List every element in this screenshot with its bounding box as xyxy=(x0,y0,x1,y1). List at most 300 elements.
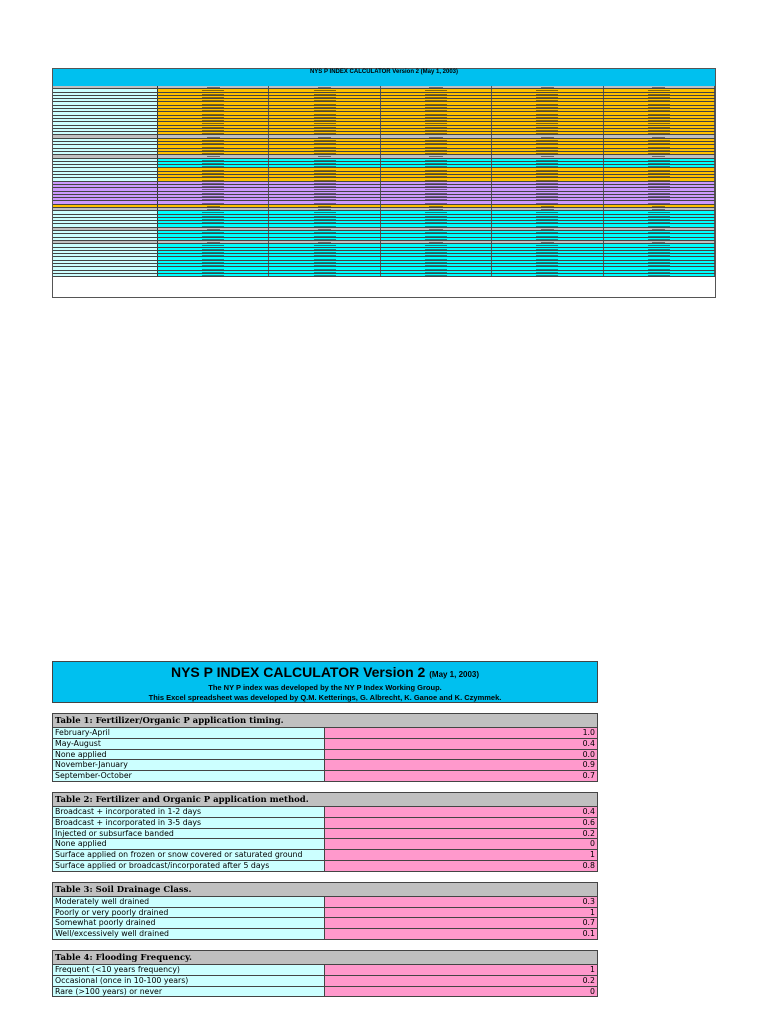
table-row xyxy=(53,728,597,739)
thumbnail-cell xyxy=(269,112,380,114)
thumbnail-cell xyxy=(269,182,380,184)
thumbnail-row-label xyxy=(53,152,158,154)
thumbnail-cell xyxy=(381,102,492,104)
row-label-cell[interactable]: Injected or subsurface banded xyxy=(53,829,325,839)
thumbnail-cell xyxy=(269,99,380,101)
thumbnail-cell xyxy=(269,139,380,141)
thumbnail-cell xyxy=(492,267,603,269)
thumbnail-cell xyxy=(492,218,603,220)
thumbnail-cell xyxy=(604,198,715,200)
thumbnail-cell xyxy=(492,182,603,184)
row-label-cell[interactable]: September-October xyxy=(53,771,325,781)
thumbnail-cell xyxy=(604,122,715,124)
thumbnail-cell xyxy=(381,264,492,266)
thumbnail-cell xyxy=(158,228,269,230)
thumbnail-row-label xyxy=(53,234,158,236)
thumbnail-cell xyxy=(381,132,492,134)
thumbnail-cell xyxy=(158,106,269,108)
thumbnail-cell xyxy=(604,264,715,266)
thumbnail-cell xyxy=(158,185,269,187)
row-value-cell[interactable]: 0.4 xyxy=(325,739,597,749)
thumbnail-cell xyxy=(381,241,492,243)
thumbnail-cell xyxy=(604,254,715,256)
thumbnail-cell xyxy=(381,201,492,203)
thumbnail-row-label xyxy=(53,218,158,220)
thumbnail-cell xyxy=(381,221,492,223)
thumbnail-cell xyxy=(269,159,380,161)
table-row xyxy=(53,839,597,850)
thumbnail-row-label xyxy=(53,271,158,273)
row-label-cell[interactable]: Frequent (<10 years frequency) xyxy=(53,965,325,975)
table-row xyxy=(53,771,597,782)
thumbnail-cell xyxy=(269,142,380,144)
thumbnail-cell xyxy=(269,149,380,151)
thumbnail-cell xyxy=(604,96,715,98)
thumbnail-row xyxy=(53,274,715,277)
thumbnail-row-label xyxy=(53,192,158,194)
thumbnail-cell xyxy=(604,132,715,134)
thumbnail-cell xyxy=(269,126,380,128)
thumbnail-cell xyxy=(492,168,603,170)
thumbnail-cell xyxy=(604,116,715,118)
thumbnail-cell xyxy=(381,96,492,98)
thumbnail-cell xyxy=(492,96,603,98)
row-value-cell[interactable]: 0.8 xyxy=(325,861,597,871)
calculator-header xyxy=(52,661,598,703)
thumbnail-cell xyxy=(158,234,269,236)
thumbnail-row-label xyxy=(53,175,158,177)
row-value-cell[interactable]: 0.1 xyxy=(325,929,597,939)
thumbnail-cell xyxy=(158,129,269,131)
thumbnail-cell xyxy=(158,244,269,246)
table-row xyxy=(53,987,597,998)
row-value-cell[interactable]: 0.4 xyxy=(325,807,597,817)
spreadsheet-page xyxy=(52,661,598,997)
row-label-cell[interactable]: Surface applied on frozen or snow covered or saturated ground xyxy=(53,850,325,860)
thumbnail-cell xyxy=(381,122,492,124)
table-spacer xyxy=(52,703,598,713)
row-value-cell[interactable]: 1 xyxy=(325,908,597,918)
thumbnail-cell xyxy=(492,93,603,95)
thumbnail-row-label xyxy=(53,106,158,108)
thumbnail-row-label xyxy=(53,112,158,114)
thumbnail-cell xyxy=(158,135,269,137)
row-value-cell[interactable]: 0 xyxy=(325,839,597,849)
thumbnail-cell xyxy=(604,201,715,203)
thumbnail-cell xyxy=(381,135,492,137)
thumbnail-cell xyxy=(492,122,603,124)
thumbnail-cell xyxy=(381,271,492,273)
table-row xyxy=(53,929,597,940)
thumbnail-rows xyxy=(53,86,715,277)
thumbnail-cell xyxy=(492,145,603,147)
thumbnail-cell xyxy=(269,135,380,137)
table-title: Table 4: Flooding Frequency. xyxy=(53,950,597,965)
thumbnail-cell xyxy=(158,231,269,233)
thumbnail-cell xyxy=(269,172,380,174)
row-label-cell[interactable]: Occasional (once in 10-100 years) xyxy=(53,976,325,986)
thumbnail-cell xyxy=(492,195,603,197)
thumbnail-cell xyxy=(604,244,715,246)
row-label-cell[interactable]: Well/excessively well drained xyxy=(53,929,325,939)
thumbnail-cell xyxy=(381,257,492,259)
thumbnail-cell xyxy=(492,152,603,154)
thumbnail-cell xyxy=(269,162,380,164)
row-value-cell[interactable]: 0.9 xyxy=(325,760,597,770)
thumbnail-row-label xyxy=(53,264,158,266)
lookup-table xyxy=(52,713,598,782)
row-value-cell[interactable]: 1 xyxy=(325,850,597,860)
thumbnail-cell xyxy=(492,142,603,144)
thumbnail-cell xyxy=(381,109,492,111)
thumbnail-cell xyxy=(269,102,380,104)
thumbnail-row-label xyxy=(53,178,158,180)
thumbnail-cell xyxy=(158,182,269,184)
thumbnail-row-label xyxy=(53,149,158,151)
thumbnail-cell xyxy=(604,155,715,157)
thumbnail-cell xyxy=(492,112,603,114)
thumbnail-cell xyxy=(492,205,603,207)
thumbnail-cell xyxy=(381,198,492,200)
thumbnail-cell xyxy=(158,159,269,161)
row-label-cell[interactable]: Poorly or very poorly drained xyxy=(53,908,325,918)
thumbnail-cell xyxy=(492,86,603,88)
thumbnail-row-label xyxy=(53,261,158,263)
table-spacer xyxy=(52,872,598,882)
table-title: Table 3: Soil Drainage Class. xyxy=(53,882,597,897)
thumbnail-cell xyxy=(604,248,715,250)
thumbnail-row-label xyxy=(53,244,158,246)
thumbnail-row-label xyxy=(53,198,158,200)
thumbnail-cell xyxy=(604,109,715,111)
thumbnail-cell xyxy=(158,175,269,177)
thumbnail-row-label xyxy=(53,93,158,95)
thumbnail-cell xyxy=(158,116,269,118)
thumbnail-cell xyxy=(492,172,603,174)
row-label-cell[interactable]: None applied xyxy=(53,750,325,760)
thumbnail-cell xyxy=(604,215,715,217)
thumbnail-cell xyxy=(492,192,603,194)
thumbnail-cell xyxy=(492,244,603,246)
thumbnail-cell xyxy=(381,165,492,167)
thumbnail-cell xyxy=(604,241,715,243)
thumbnail-cell xyxy=(158,109,269,111)
row-value-cell[interactable]: 0.3 xyxy=(325,897,597,907)
row-label-cell[interactable]: Somewhat poorly drained xyxy=(53,918,325,928)
thumbnail-cell xyxy=(604,172,715,174)
thumbnail-cell xyxy=(381,244,492,246)
thumbnail-cell xyxy=(604,178,715,180)
thumbnail-cell xyxy=(604,188,715,190)
row-value-cell[interactable]: 0.7 xyxy=(325,918,597,928)
thumbnail-cell xyxy=(604,224,715,226)
thumbnail-cell xyxy=(269,132,380,134)
thumbnail-cell xyxy=(158,188,269,190)
thumbnail-cell xyxy=(381,159,492,161)
thumbnail-row-label xyxy=(53,221,158,223)
thumbnail-cell xyxy=(492,155,603,157)
thumbnail-cell xyxy=(381,89,492,91)
row-value-cell[interactable]: 0.2 xyxy=(325,829,597,839)
thumbnail-row-label xyxy=(53,238,158,240)
thumbnail-cell xyxy=(158,126,269,128)
thumbnail-cell xyxy=(158,142,269,144)
thumbnail-cell xyxy=(381,182,492,184)
row-value-cell[interactable]: 0 xyxy=(325,987,597,997)
thumbnail-cell xyxy=(492,248,603,250)
thumbnail-cell xyxy=(269,248,380,250)
thumbnail-cell xyxy=(492,102,603,104)
thumbnail-cell xyxy=(381,205,492,207)
thumbnail-row-label xyxy=(53,241,158,243)
thumbnail-cell xyxy=(158,254,269,256)
table-row xyxy=(53,918,597,929)
lookup-table xyxy=(52,882,598,940)
thumbnail-cell xyxy=(381,86,492,88)
thumbnail-cell xyxy=(158,238,269,240)
thumbnail-cell xyxy=(158,248,269,250)
thumbnail-cell xyxy=(269,228,380,230)
thumbnail-cell xyxy=(381,274,492,276)
thumbnail-cell xyxy=(381,112,492,114)
row-label-cell[interactable]: February-April xyxy=(53,728,325,738)
thumbnail-cell xyxy=(381,172,492,174)
thumbnail-cell xyxy=(381,106,492,108)
thumbnail-cell xyxy=(604,162,715,164)
row-value-cell[interactable]: 1 xyxy=(325,965,597,975)
thumbnail-cell xyxy=(492,89,603,91)
thumbnail-title-bar xyxy=(53,69,715,86)
thumbnail-cell xyxy=(604,106,715,108)
thumbnail-cell xyxy=(492,99,603,101)
row-label-cell[interactable]: None applied xyxy=(53,839,325,849)
thumbnail-cell xyxy=(269,168,380,170)
thumbnail-cell xyxy=(604,168,715,170)
thumbnail-cell xyxy=(381,99,492,101)
thumbnail-cell xyxy=(492,185,603,187)
thumbnail-row-label xyxy=(53,201,158,203)
thumbnail-cell xyxy=(269,234,380,236)
thumbnail-row-label xyxy=(53,224,158,226)
thumbnail-cell xyxy=(269,238,380,240)
thumbnail-cell xyxy=(158,264,269,266)
thumbnail-cell xyxy=(158,172,269,174)
table-row xyxy=(53,850,597,861)
thumbnail-cell xyxy=(381,145,492,147)
thumbnail-cell xyxy=(492,241,603,243)
thumbnail-row-label xyxy=(53,215,158,217)
thumbnail-cell xyxy=(492,274,603,276)
thumbnail-cell xyxy=(158,261,269,263)
thumbnail-cell xyxy=(269,185,380,187)
thumbnail-row-label xyxy=(53,208,158,210)
thumbnail-cell xyxy=(269,218,380,220)
thumbnail-cell xyxy=(492,188,603,190)
thumbnail-cell xyxy=(381,228,492,230)
thumbnail-cell xyxy=(381,195,492,197)
thumbnail-cell xyxy=(492,116,603,118)
thumbnail-cell xyxy=(604,135,715,137)
thumbnail-cell xyxy=(604,218,715,220)
table-title: Table 2: Fertilizer and Organic P application method. xyxy=(53,792,597,807)
thumbnail-cell xyxy=(492,211,603,213)
thumbnail-cell xyxy=(158,162,269,164)
thumbnail-cell xyxy=(158,241,269,243)
thumbnail-cell xyxy=(604,165,715,167)
thumbnail-row-label xyxy=(53,185,158,187)
thumbnail-cell xyxy=(381,162,492,164)
thumbnail-cell xyxy=(604,175,715,177)
row-value-cell[interactable]: 0.0 xyxy=(325,750,597,760)
row-label-cell[interactable]: Broadcast + incorporated in 3-5 days xyxy=(53,818,325,828)
thumbnail-cell xyxy=(604,93,715,95)
thumbnail-cell xyxy=(381,267,492,269)
thumbnail-cell xyxy=(604,231,715,233)
thumbnail-row-label xyxy=(53,251,158,253)
thumbnail-cell xyxy=(158,149,269,151)
thumbnail-row-label xyxy=(53,257,158,259)
thumbnail-cell xyxy=(381,234,492,236)
thumbnail-cell xyxy=(269,198,380,200)
thumbnail-cell xyxy=(269,254,380,256)
thumbnail-row-label xyxy=(53,96,158,98)
row-value-cell[interactable]: 0.6 xyxy=(325,818,597,828)
thumbnail-cell xyxy=(381,185,492,187)
thumbnail-cell xyxy=(492,106,603,108)
thumbnail-cell xyxy=(381,116,492,118)
title-text: NYS P INDEX CALCULATOR Version 2 xyxy=(170,664,426,680)
row-value-cell[interactable]: 0.7 xyxy=(325,771,597,781)
row-label-cell[interactable]: November-January xyxy=(53,760,325,770)
thumbnail-cell xyxy=(492,175,603,177)
thumbnail-cell xyxy=(158,178,269,180)
thumbnail-row-label xyxy=(53,135,158,137)
thumbnail-cell xyxy=(604,159,715,161)
thumbnail-cell xyxy=(492,215,603,217)
thumbnail-cell xyxy=(381,152,492,154)
thumbnail-cell xyxy=(604,271,715,273)
thumbnail-row-label xyxy=(53,162,158,164)
thumbnail-cell xyxy=(269,192,380,194)
thumbnail-cell xyxy=(381,129,492,131)
credit-line-2: This Excel spreadsheet was developed by Q.M. Ketterings, G. Albrecht, K. Ganoe and K. Czymmek. xyxy=(148,693,502,702)
thumbnail-cell xyxy=(381,188,492,190)
thumbnail-cell xyxy=(269,129,380,131)
thumbnail-cell xyxy=(158,221,269,223)
thumbnail-cell xyxy=(604,119,715,121)
thumbnail-cell xyxy=(604,142,715,144)
thumbnail-cell xyxy=(158,165,269,167)
thumbnail-cell xyxy=(381,215,492,217)
row-label-cell[interactable]: Surface applied or broadcast/incorporated after 5 days xyxy=(53,861,325,871)
thumbnail-cell xyxy=(269,267,380,269)
thumbnail-cell xyxy=(158,152,269,154)
thumbnail-cell xyxy=(604,192,715,194)
lookup-tables xyxy=(52,703,598,997)
thumbnail-cell xyxy=(269,244,380,246)
thumbnail-cell xyxy=(269,155,380,157)
thumbnail-row-label xyxy=(53,172,158,174)
thumbnail-cell xyxy=(158,271,269,273)
row-value-cell[interactable]: 0.2 xyxy=(325,976,597,986)
thumbnail-row-label xyxy=(53,129,158,131)
thumbnail-cell xyxy=(381,218,492,220)
thumbnail-cell xyxy=(269,211,380,213)
thumbnail-row-label xyxy=(53,165,158,167)
thumbnail-cell xyxy=(158,198,269,200)
thumbnail-cell xyxy=(492,139,603,141)
thumbnail-cell xyxy=(604,145,715,147)
thumbnail-cell xyxy=(269,274,380,276)
thumbnail-cell xyxy=(269,89,380,91)
row-label-cell[interactable]: Rare (>100 years) or never xyxy=(53,987,325,997)
thumbnail-cell xyxy=(604,228,715,230)
thumbnail-row-label xyxy=(53,228,158,230)
thumbnail-cell xyxy=(604,102,715,104)
thumbnail-cell xyxy=(269,215,380,217)
title-date: (May 1, 2003) xyxy=(429,670,480,679)
thumbnail-row-label xyxy=(53,231,158,233)
thumbnail-cell xyxy=(158,139,269,141)
thumbnail-cell xyxy=(381,224,492,226)
thumbnail-cell xyxy=(492,119,603,121)
row-label-cell[interactable]: Moderately well drained xyxy=(53,897,325,907)
thumbnail-cell xyxy=(492,159,603,161)
thumbnail-cell xyxy=(381,248,492,250)
thumbnail-cell xyxy=(492,254,603,256)
thumbnail-cell xyxy=(158,224,269,226)
thumbnail-cell xyxy=(381,139,492,141)
thumbnail-cell xyxy=(269,241,380,243)
thumbnail-cell xyxy=(492,132,603,134)
thumbnail-cell xyxy=(269,152,380,154)
thumbnail-cell xyxy=(381,261,492,263)
thumbnail-row-label xyxy=(53,267,158,269)
table-spacer xyxy=(52,940,598,950)
row-label-cell[interactable]: Broadcast + incorporated in 1-2 days xyxy=(53,807,325,817)
thumbnail-cell xyxy=(492,126,603,128)
thumbnail-row-label xyxy=(53,145,158,147)
thumbnail-row-label xyxy=(53,139,158,141)
thumbnail-cell xyxy=(381,168,492,170)
thumbnail-cell xyxy=(269,116,380,118)
thumbnail-cell xyxy=(492,234,603,236)
thumbnail-cell xyxy=(158,218,269,220)
table-spacer xyxy=(52,782,598,792)
thumbnail-cell xyxy=(381,126,492,128)
row-value-cell[interactable]: 1.0 xyxy=(325,728,597,738)
thumbnail-cell xyxy=(492,129,603,131)
thumbnail-cell xyxy=(269,257,380,259)
thumbnail-cell xyxy=(492,178,603,180)
thumbnail-row-label xyxy=(53,168,158,170)
thumbnail-row-label xyxy=(53,89,158,91)
thumbnail-cell xyxy=(158,211,269,213)
thumbnail-cell xyxy=(381,119,492,121)
table-row xyxy=(53,829,597,840)
thumbnail-cell xyxy=(604,208,715,210)
thumbnail-cell xyxy=(269,271,380,273)
row-label-cell[interactable]: May-August xyxy=(53,739,325,749)
thumbnail-cell xyxy=(492,257,603,259)
thumbnail-row-label xyxy=(53,116,158,118)
thumbnail-cell xyxy=(158,155,269,157)
lookup-table xyxy=(52,950,598,997)
page-title xyxy=(53,662,597,683)
thumbnail-cell xyxy=(492,162,603,164)
thumbnail-title: NYS P INDEX CALCULATOR Version 2 (May 1, 2003) xyxy=(309,69,459,75)
thumbnail-cell xyxy=(604,139,715,141)
